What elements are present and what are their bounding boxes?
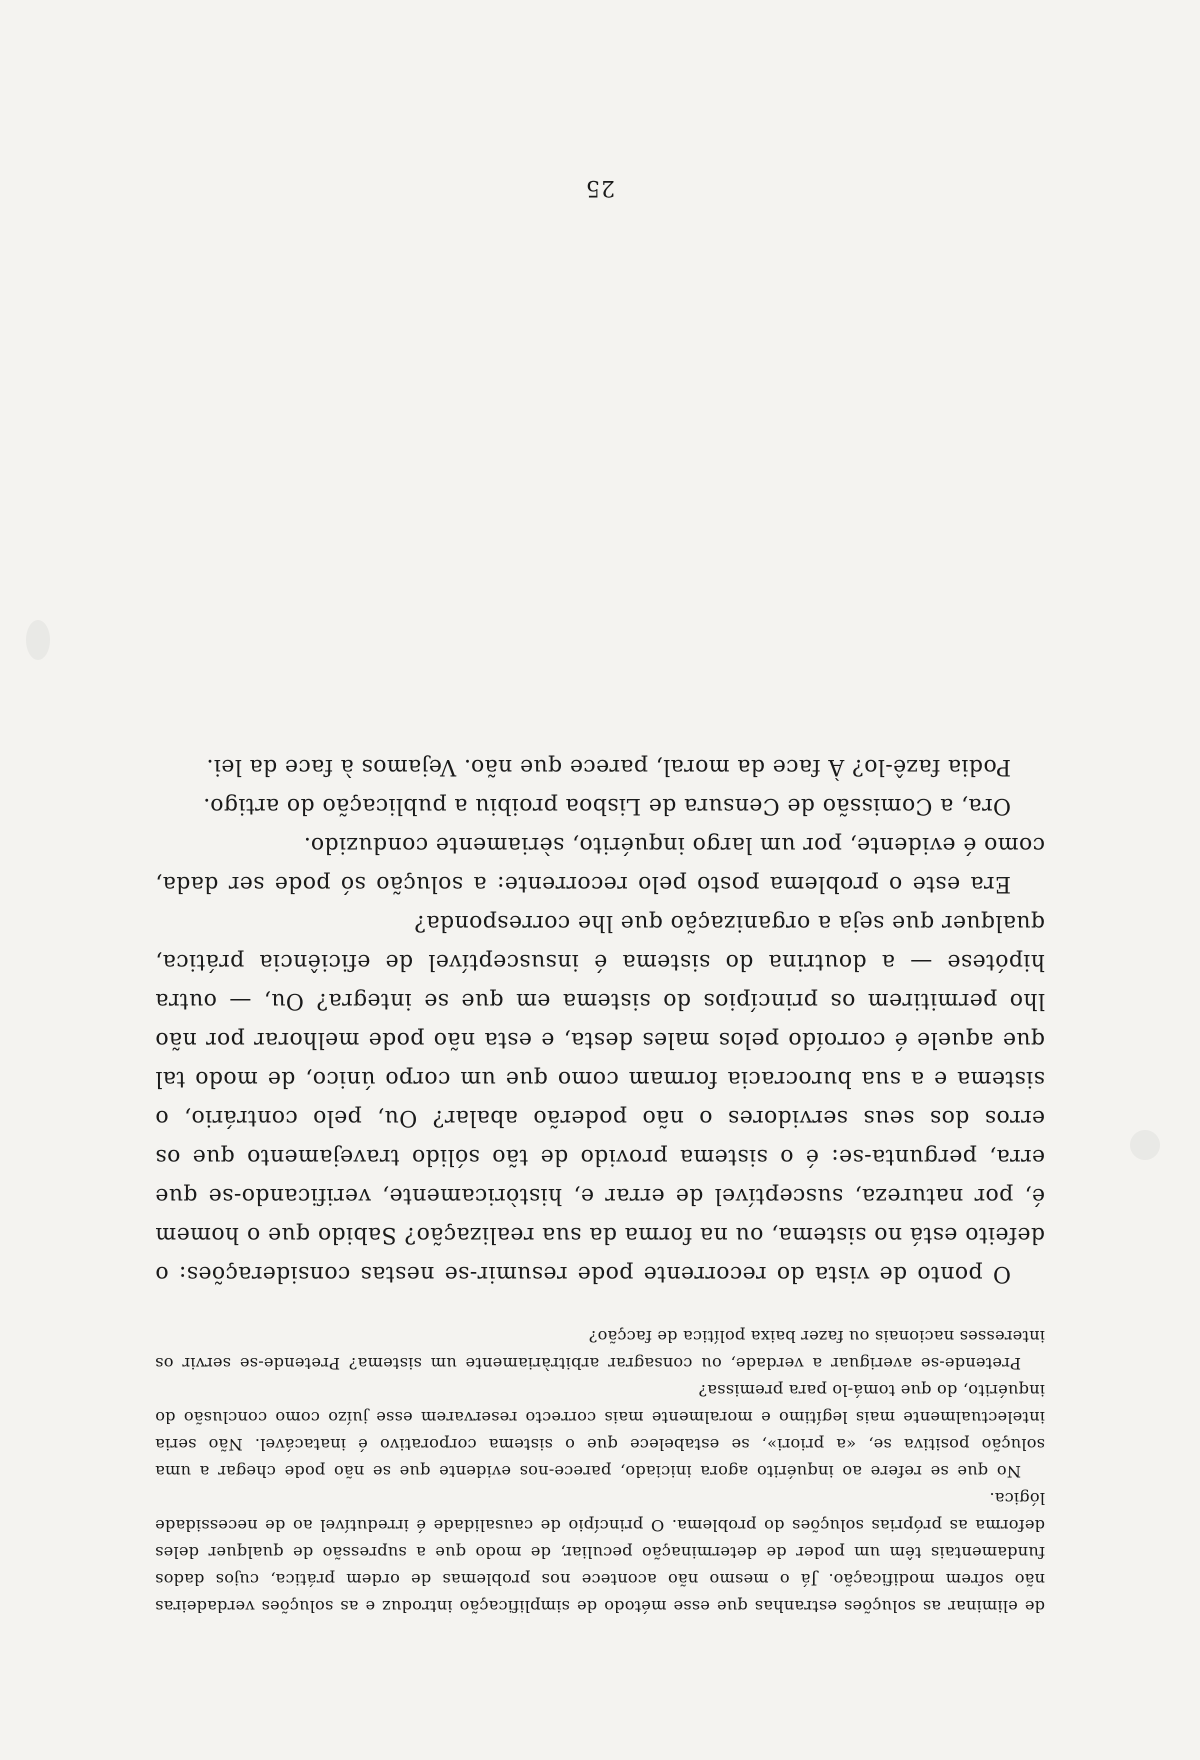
paragraph: Era este o problema posto pelo recorrente: a solução só pode ser dada, como é evidente, por um largo inquérito, sèriamente conduzido. [155, 832, 1045, 896]
paragraph: O ponto de vista do recorrente pode resumir-se nestas considerações: o defeito está no sistema, ou na forma da sua realização? Sabido que o homem é, por natureza, susceptível de errar e, històricamente, verificando-se que erra, pergunta-se: é o sistema provido de tão sólido travejamento que os erros dos seus servidores o não poderão abalar? Ou, pelo contrário, o sistema e a sua burocracia formam como que um corpo único, de modo tal que aquele é corroído pelos males desta, e esta não pode melhorar por não lho permitirem os princípios do sistema em que se integra? Ou, — outra hipótese — a doutrina do sistema é insusceptível de eficiência prática, qualquer que seja a organização que lhe corresponda? [155, 910, 1045, 1286]
footnote-section [155, 1323, 1045, 1620]
paragraph: Podia fazê-lo? À face da moral, parece que não. Vejamos à face da lei. [206, 754, 1011, 779]
small-paragraph: No que se refere ao inquérito agora iniciado, parece-nos evidente que se não pode chegar a uma solução positiva se, «a priori», se estabelece que o sistema corporativo é inatacável. Não seria intelectualmente mais legítimo e moralmente mais correcto reservarem esse juízo como conclusão do inquérito, do que tomá-lo para premissa? [155, 1381, 1045, 1481]
paragraph: Ora, a Comissão de Censura de Lisboa proibiu a publicação do artigo. [202, 793, 1011, 818]
small-paragraph: de eliminar as soluções estranhas que esse método de simplificação introduz e as soluções verdadeiras não sofrem modificação. Já o mesmo não acontece nos problemas de ordem prática, cujos dados fundamentais têm um poder de determinação peculiar, de modo que a supressão de qualquer deles deforma as próprias soluções do problema. O princípio de causalidade é irredutível ao de necessidade lógica. [155, 1489, 1045, 1616]
paper-spot [1130, 1130, 1160, 1160]
paper-spot [26, 620, 50, 660]
body-text [155, 747, 1045, 1620]
small-paragraph: Pretende-se averiguar a verdade, ou consagrar arbitràriamente um sistema? Pretende-se servir os interesses nacionais ou fazer baixa política de facção? [155, 1327, 1045, 1373]
page-number: 25 [585, 175, 615, 200]
main-section [155, 747, 1045, 1293]
